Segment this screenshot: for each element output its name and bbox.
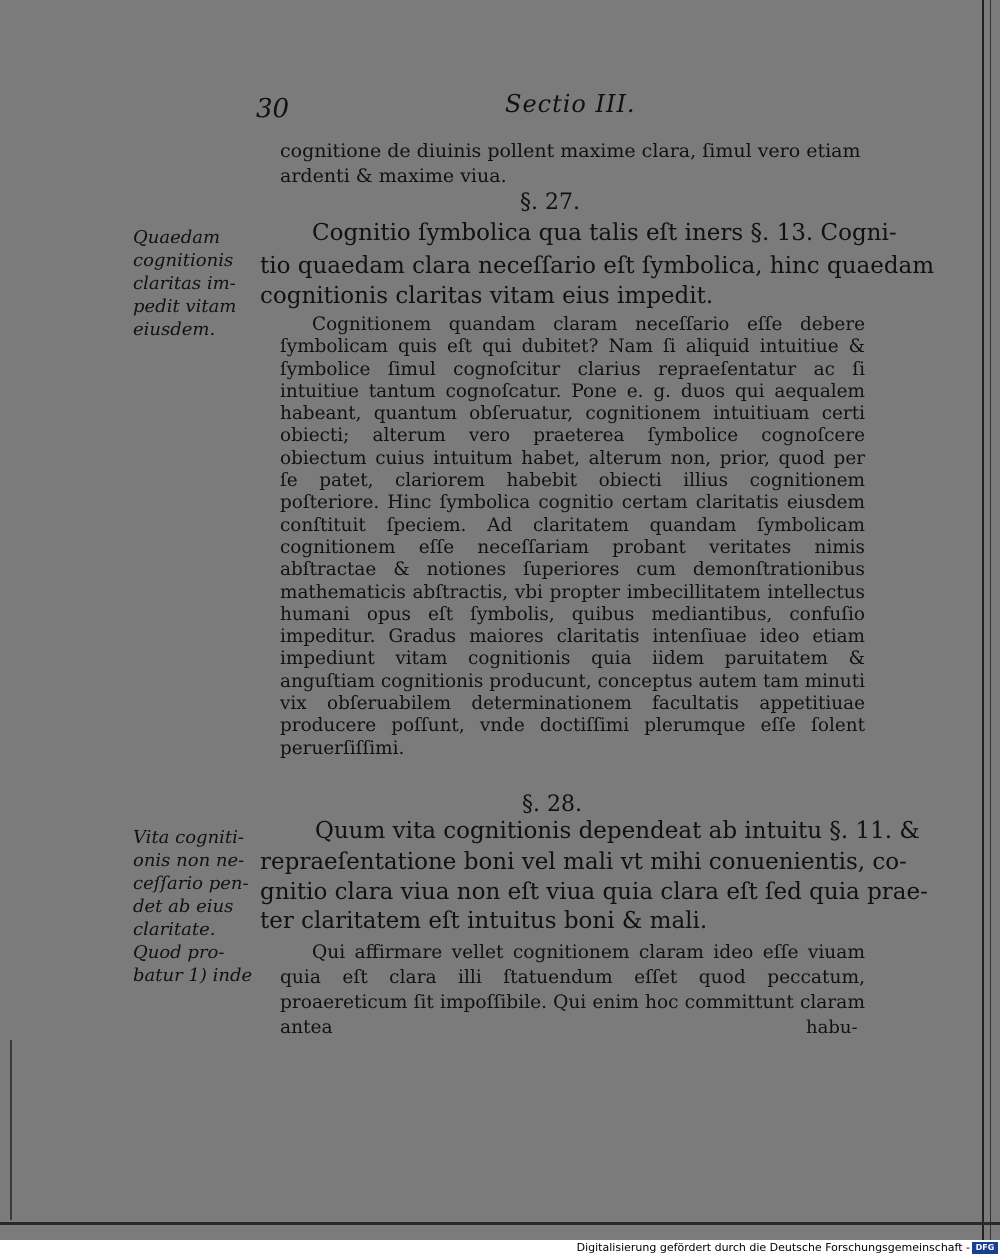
section-28-heading: §. 28. (522, 792, 582, 817)
dfg-logo: DFG (972, 1242, 998, 1254)
section-27-lead-line-2: tio quaedam clara neceſſario eſt ſymbolica, hinc quaedam (260, 253, 935, 279)
top-line-2: ardenti & maxime viua. (280, 165, 507, 187)
section-27-lead-line-3: cognitionis claritas vitam eius impedit. (260, 283, 714, 309)
section-28-lead-line-1: Quum vita cognitionis dependeat ab intuitu §. 11. & (315, 818, 920, 844)
catchword: habu- (806, 1017, 858, 1038)
section-28-lead-line-3: gnitio clara viua non eſt viua quia clara eſt ſed quia prae- (260, 879, 928, 905)
section-28-lead-line-2: repraeſentatione boni vel mali vt mihi conuenientis, co- (260, 849, 907, 875)
section-28-margin-note: Vita cogniti- onis non ne- ceſſario pen- det ab eius claritate. Quod pro- batur 1) inde (133, 827, 253, 986)
page-number: 30 (256, 94, 290, 124)
section-28-lead-line-4: ter claritatem eſt intuitus boni & mali. (260, 908, 708, 934)
section-27-lead-line-1: Cognitio ſymbolica qua talis eſt iners §. 13. Cogni- (312, 220, 897, 246)
page-edge-left (10, 1040, 12, 1220)
page-edge-right (982, 0, 984, 1240)
page-edge-bottom (0, 1222, 1000, 1225)
section-28-body: Qui affirmare vellet cognitionem claram ideo eſſe viuam quia eſt clara illi ſtatuendum eſſet quod peccatum, proaereticum ſit impoſſibile. Qui enim hoc committunt claram antea (280, 942, 865, 1038)
section-27-margin-note: Quaedam cognitionis claritas im- pedit vitam eiusdem. (133, 227, 237, 340)
section-27-body: Cognitionem quandam claram neceſſario eſſe debere ſymbolicam quis eſt qui dubitet? Nam ſi aliquid intuitiue & ſymbolice ſimul cognoſcitur clarius repraeſentatur ac ſi intuitiue tantum cognoſcatur. Pone e. g. duos qui aequalem habeant, quantum obſeruatur, cognitionem intuitiuam certi obiecti; alterum vero praeterea ſymbolice cognoſcere obiectum cuius intuitum habet, alterum non, prior, quod per ſe patet, clariorem habebit obiecti illius cognitionem poſteriore. Hinc ſymbolica cognitio certam claritatis eiusdem conſtituit ſpeciem. Ad claritatem quandam ſymbolicam cognitionem eſſe neceſſariam probant veritates nimis abſtractae & notiones ſuperiores cum demonſtrationibus mathematicis abſtractis, vbi propter imbecillitatem intellectus humani opus eſt ſymbolis, quibus mediantibus, confuſio impeditur. Gradus maiores claritatis intenſiuae ideo etiam impediunt vitam cognitionis quia iidem paruitatem & anguſtiam cognitionis producunt, conceptus autem tam minuti vix obſeruabilem determinationem facultatis appetitiuae producere poſſunt, vnde doctiſſimi plerumque eſſe ſolent peruerſiſſimi. (280, 314, 865, 759)
footer-credit: Digitalisierung gefördert durch die Deutsche Forschungsgemeinschaft - (576, 1241, 970, 1254)
top-line-1: cognitione de diuinis pollent maxime clara, ſimul vero etiam (280, 140, 861, 162)
page-edge-right-inner (990, 0, 991, 1240)
running-head: Sectio III. (505, 90, 636, 118)
section-27-heading: §. 27. (520, 190, 580, 215)
